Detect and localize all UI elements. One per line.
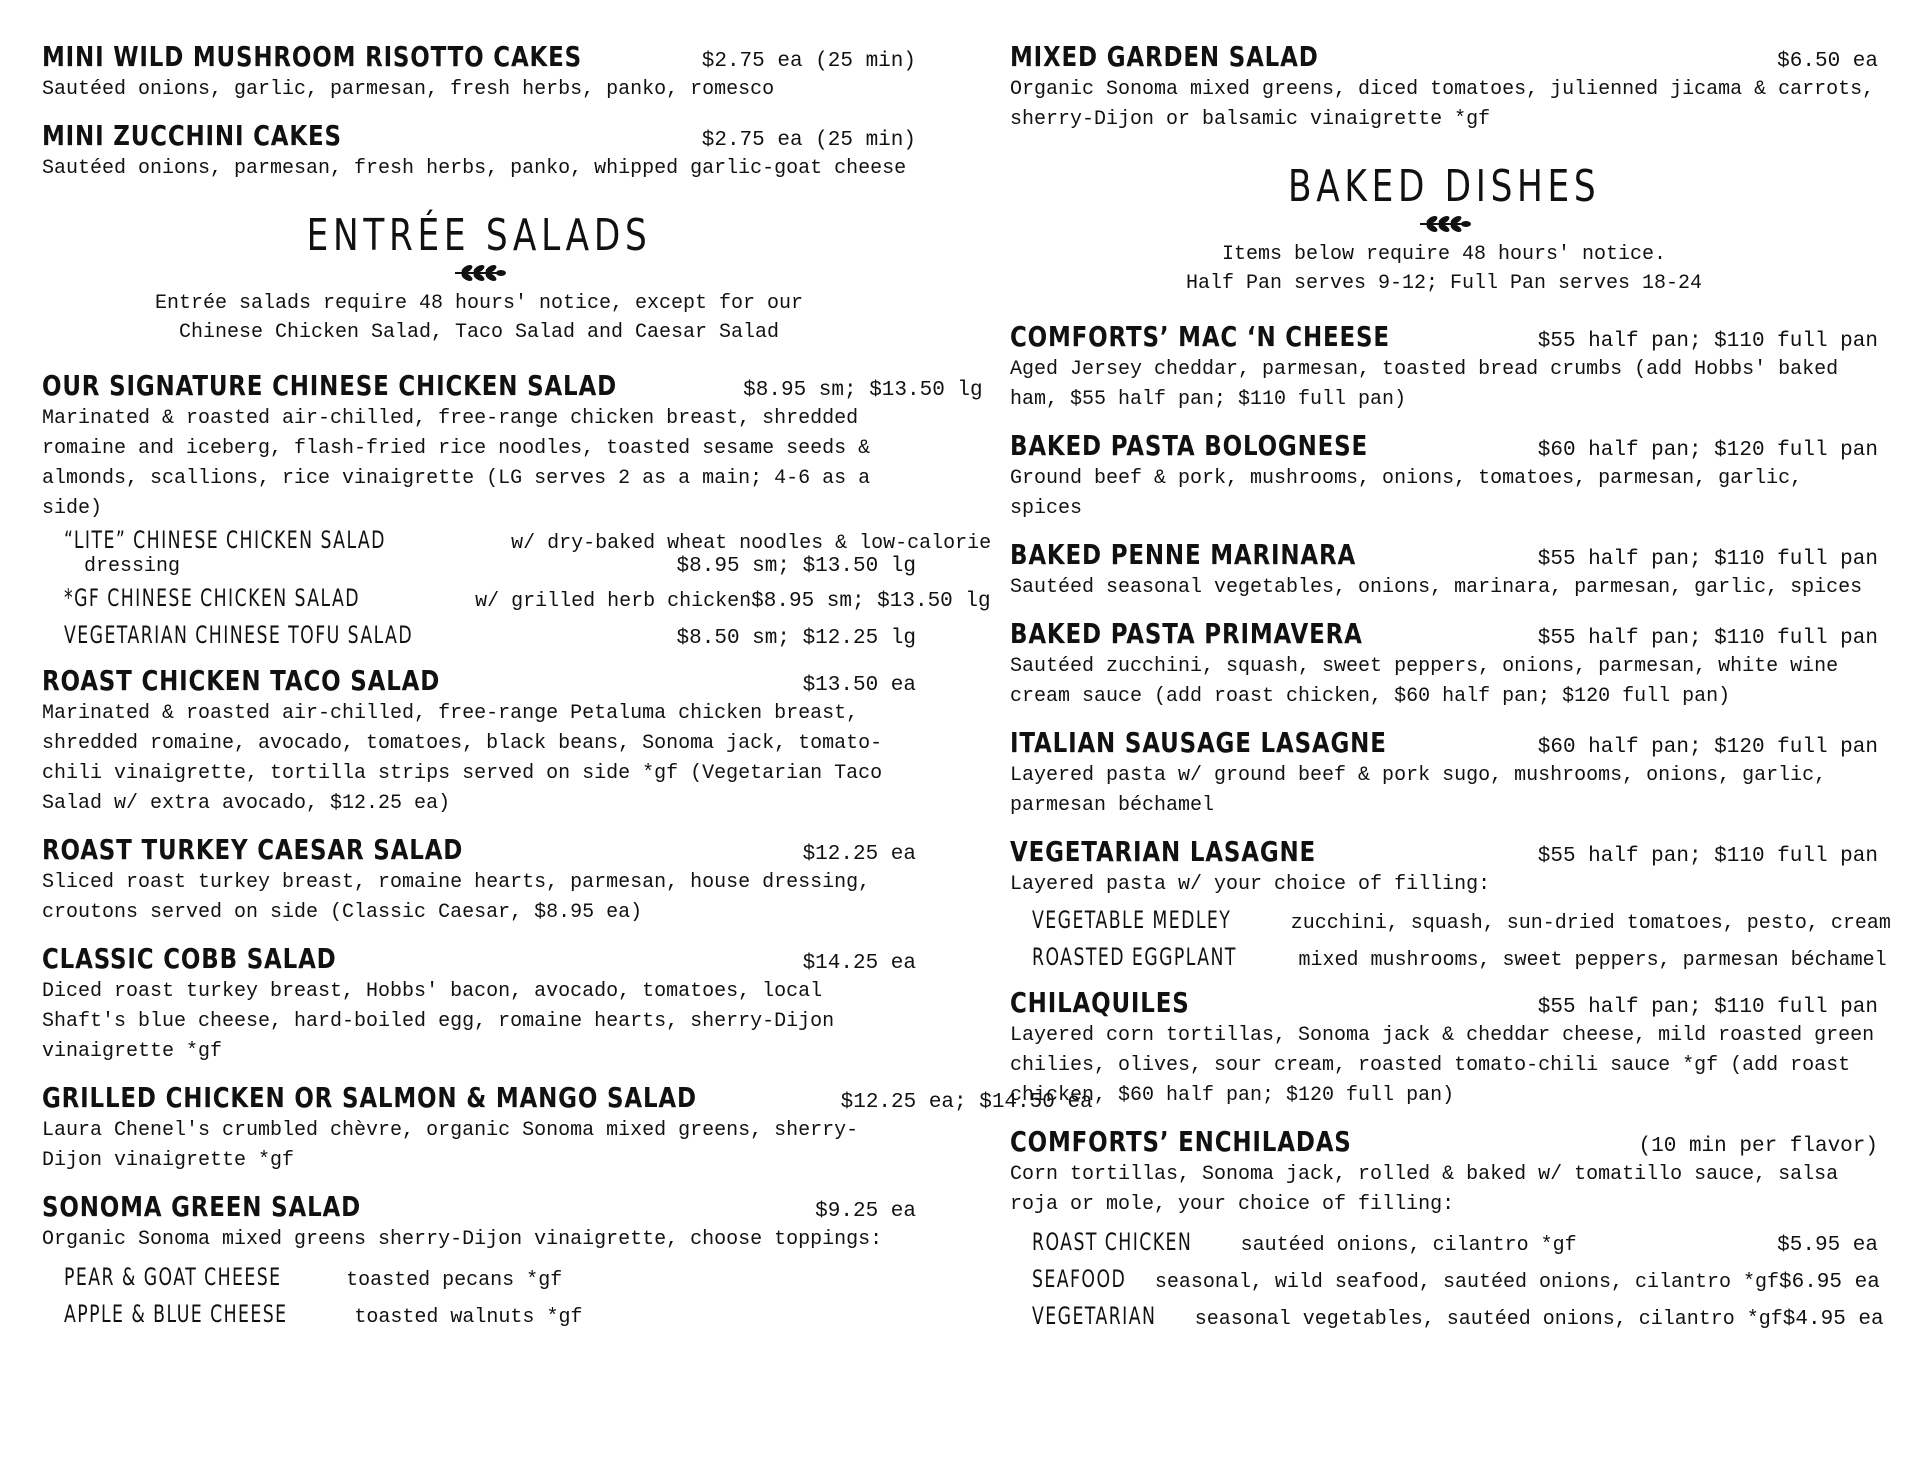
filling-name: SEAFOOD <box>1032 1265 1127 1293</box>
item-price: $14.25 ea <box>802 952 916 975</box>
menu-item-penne-marinara <box>1010 538 1878 603</box>
menu-item-cobb-salad <box>42 942 916 1067</box>
menu-item-mixed-garden-salad <box>1010 40 1878 135</box>
topping-name: APPLE & BLUE CHEESE <box>64 1300 288 1328</box>
variant-lite <box>64 526 992 578</box>
section-title: ENTRÉE SALADS <box>306 210 652 261</box>
variant-name: “LITE” CHINESE CHICKEN SALAD <box>64 526 386 554</box>
item-description: Corn tortillas, Sonoma jack, rolled & baked w/ tomatillo sauce, salsa roja or mole, your choice of filling: <box>1010 1163 1839 1216</box>
section-note: Entrée salads require 48 hours' notice, except for our <box>154 292 804 315</box>
filling-description: zucchini, squash, sun-dried tomatoes, pesto, cream <box>1290 912 1891 935</box>
filling-name: VEGETABLE MEDLEY <box>1032 906 1232 934</box>
item-description: Diced roast turkey breast, Hobbs' bacon, avocado, tomatoes, local Shaft's blue cheese, hard-boiled egg, romaine hearts, sherry-Dijon vinaigrette *gf <box>42 980 835 1063</box>
variant-description-cont: dressing <box>84 555 181 578</box>
menu-item-zucchini-cakes <box>42 119 916 184</box>
item-price: $55 half pan; $110 full pan <box>1537 548 1878 571</box>
item-name: BAKED PASTA BOLOGNESE <box>1010 429 1369 462</box>
item-price: $55 half pan; $110 full pan <box>1537 996 1878 1019</box>
variant-price: $8.95 sm; $13.50 lg <box>676 555 916 578</box>
item-name: MINI WILD MUSHROOM RISOTTO CAKES <box>42 40 583 73</box>
item-description: Layered corn tortillas, Sonoma jack & cheddar cheese, mild roasted green chilies, olives, sour cream, roasted tomato-chili sauce *gf (add roast chicken, $60 half pan; $120 full pan) <box>1010 1024 1875 1107</box>
filling-description: mixed mushrooms, sweet peppers, parmesan béchamel <box>1298 949 1887 972</box>
variant-description: w/ grilled herb chicken <box>475 590 752 613</box>
variant-name: VEGETARIAN CHINESE TOFU SALAD <box>64 621 414 649</box>
item-description: Sautéed zucchini, squash, sweet peppers, onions, parmesan, white wine cream sauce (add roast chicken, $60 half pan; $120 full pan) <box>1010 655 1839 708</box>
item-name: GRILLED CHICKEN OR SALMON & MANGO SALAD <box>42 1081 697 1114</box>
filling-option <box>1032 906 1891 935</box>
filling-name: ROASTED EGGPLANT <box>1032 943 1237 971</box>
section-note: Items below require 48 hours' notice. <box>1221 243 1667 266</box>
item-description: Sautéed onions, parmesan, fresh herbs, panko, whipped garlic-goat cheese <box>42 157 907 180</box>
filling-price: $5.95 ea <box>1777 1234 1878 1257</box>
item-price: $55 half pan; $110 full pan <box>1537 627 1878 650</box>
item-description: Marinated & roasted air-chilled, free-range Petaluma chicken breast, shredded romaine, avocado, tomatoes, black beans, Sonoma jack, tomato-chili vinaigrette, tortilla strips served on side *gf (Vegetarian Taco Salad w/ extra avocado, $12.25 ea) <box>42 702 883 815</box>
item-price: $55 half pan; $110 full pan <box>1537 330 1878 353</box>
item-price: $9.25 ea <box>815 1200 916 1223</box>
item-description: Layered pasta w/ ground beef & pork sugo, mushrooms, onions, garlic, parmesan béchamel <box>1010 764 1827 817</box>
item-price: $2.75 ea (25 min) <box>701 129 916 152</box>
item-name: ROAST CHICKEN TACO SALAD <box>42 664 441 697</box>
menu-item-mango-salad <box>42 1081 1093 1176</box>
filling-option <box>1032 1265 1878 1294</box>
topping-option <box>64 1300 916 1329</box>
item-name: CHILAQUILES <box>1010 986 1190 1019</box>
item-price: $60 half pan; $120 full pan <box>1537 736 1878 759</box>
item-name: CLASSIC COBB SALAD <box>42 942 337 975</box>
topping-description: toasted pecans *gf <box>346 1269 563 1292</box>
menu-item-taco-salad <box>42 664 916 819</box>
menu-item-chilaquiles <box>1010 986 1878 1111</box>
section-note: Chinese Chicken Salad, Taco Salad and Caesar Salad <box>178 321 780 344</box>
item-price: $12.25 ea; $14.50 ea <box>840 1091 1093 1114</box>
item-description: Ground beef & pork, mushrooms, onions, tomatoes, parmesan, garlic, spices <box>1010 467 1803 520</box>
filling-option <box>1032 1228 1878 1257</box>
item-name: MINI ZUCCHINI CAKES <box>42 119 342 152</box>
item-price: $60 half pan; $120 full pan <box>1537 439 1878 462</box>
section-header-baked-dishes <box>1010 161 1878 298</box>
menu-item-pasta-primavera <box>1010 617 1878 712</box>
variant-price: $8.95 sm; $13.50 lg <box>751 590 991 613</box>
filling-option <box>1032 943 1887 972</box>
item-description: Sautéed onions, garlic, parmesan, fresh herbs, panko, romesco <box>42 78 775 101</box>
menu-item-signature-chinese-chicken <box>42 369 992 650</box>
item-name: BAKED PASTA PRIMAVERA <box>1010 617 1363 650</box>
item-name: COMFORTS’ ENCHILADAS <box>1010 1125 1352 1158</box>
filling-description: sautéed onions, cilantro *gf <box>1240 1234 1577 1257</box>
item-name: BAKED PENNE MARINARA <box>1010 538 1357 571</box>
menu-item-mushroom-cakes <box>42 40 916 105</box>
menu-item-sonoma-green-salad <box>42 1190 916 1329</box>
item-price: $2.75 ea (25 min) <box>701 50 916 73</box>
filling-description: seasonal vegetables, sautéed onions, cilantro *gf <box>1194 1308 1783 1331</box>
wheat-sprig-icon <box>451 263 507 283</box>
item-price: $12.25 ea <box>802 843 916 866</box>
item-price: $13.50 ea <box>802 674 916 697</box>
menu-item-enchiladas <box>1010 1125 1884 1331</box>
variant-gf <box>64 584 991 613</box>
variant-name: *GF CHINESE CHICKEN SALAD <box>64 584 360 612</box>
item-description: Organic Sonoma mixed greens sherry-Dijon vinaigrette, choose toppings: <box>42 1228 883 1251</box>
item-name: ITALIAN SAUSAGE LASAGNE <box>1010 726 1387 759</box>
item-description: Marinated & roasted air-chilled, free-range chicken breast, shredded romaine and iceberg, flash-fried rice noodles, toasted sesame seeds & almonds, scallions, rice vinaigrette (LG serves 2 as a main; 4-6 as a side) <box>42 407 871 520</box>
section-header-entree-salads <box>42 210 916 347</box>
item-description: Laura Chenel's crumbled chèvre, organic Sonoma mixed greens, sherry-Dijon vinaigrette *gf <box>42 1119 859 1172</box>
section-note: Half Pan serves 9-12; Full Pan serves 18-24 <box>1185 272 1703 295</box>
item-name: COMFORTS’ MAC ‘N CHEESE <box>1010 320 1390 353</box>
item-description: Sliced roast turkey breast, romaine hearts, parmesan, house dressing, croutons served on side (Classic Caesar, $8.95 ea) <box>42 871 871 924</box>
item-name: ROAST TURKEY CAESAR SALAD <box>42 833 464 866</box>
menu-item-mac-n-cheese <box>1010 320 1878 415</box>
topping-name: PEAR & GOAT CHEESE <box>64 1263 282 1291</box>
item-price: (10 min per flavor) <box>1638 1135 1878 1158</box>
item-description: Aged Jersey cheddar, parmesan, toasted bread crumbs (add Hobbs' baked ham, $55 half pan; $110 full pan) <box>1010 358 1839 411</box>
filling-name: VEGETARIAN <box>1032 1302 1157 1330</box>
topping-option <box>64 1263 916 1292</box>
item-price: $6.50 ea <box>1777 50 1878 73</box>
item-description: Layered pasta w/ your choice of filling: <box>1010 873 1491 896</box>
menu-item-sausage-lasagne <box>1010 726 1878 821</box>
wheat-sprig-icon <box>1416 214 1472 234</box>
filling-price: $6.95 ea <box>1779 1271 1880 1294</box>
item-price: $55 half pan; $110 full pan <box>1537 845 1878 868</box>
section-title: BAKED DISHES <box>1287 161 1601 212</box>
variant-description: w/ dry-baked wheat noodles & low-calorie <box>511 532 992 555</box>
item-description: Organic Sonoma mixed greens, diced tomatoes, julienned jicama & carrots, sherry-Dijon or balsamic vinaigrette *gf <box>1010 78 1875 131</box>
topping-description: toasted walnuts *gf <box>354 1306 583 1329</box>
item-name: OUR SIGNATURE CHINESE CHICKEN SALAD <box>42 369 617 402</box>
menu-item-vegetarian-lasagne <box>1010 835 1891 972</box>
item-name: MIXED GARDEN SALAD <box>1010 40 1319 73</box>
menu-item-pasta-bolognese <box>1010 429 1878 524</box>
filling-description: seasonal, wild seafood, sautéed onions, cilantro *gf <box>1154 1271 1779 1294</box>
item-description: Sautéed seasonal vegetables, onions, marinara, parmesan, garlic, spices <box>1010 576 1863 599</box>
variant-price: $8.50 sm; $12.25 lg <box>676 627 916 650</box>
right-column <box>1010 40 1891 1345</box>
variant-vegetarian-tofu <box>64 621 916 650</box>
item-name: VEGETARIAN LASAGNE <box>1010 835 1317 868</box>
item-price: $8.95 sm; $13.50 lg <box>743 379 983 402</box>
filling-option <box>1032 1302 1884 1331</box>
menu-item-turkey-caesar <box>42 833 916 928</box>
filling-name: ROAST CHICKEN <box>1032 1228 1193 1256</box>
item-name: SONOMA GREEN SALAD <box>42 1190 362 1223</box>
filling-price: $4.95 ea <box>1782 1308 1884 1331</box>
